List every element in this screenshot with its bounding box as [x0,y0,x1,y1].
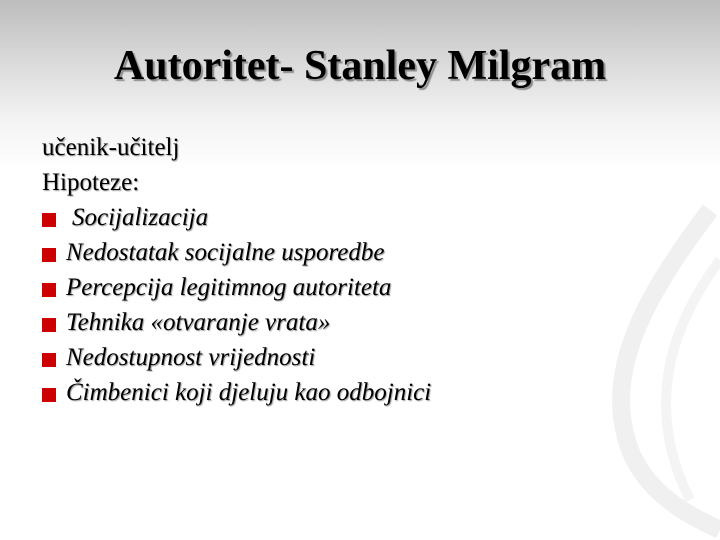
bullet-item [42,235,682,270]
bullet-text: Nedostatak socijalne usporedbe [66,239,385,266]
square-bullet-icon [42,318,56,332]
bullet-item [42,375,682,410]
line-hipoteze: Hipoteze: [42,169,140,196]
bullet-item [42,200,682,235]
bullet-text: Socijalizacija [72,204,209,231]
square-bullet-icon [42,283,56,297]
square-bullet-icon [42,353,56,367]
bullet-text: Tehnika «otvaranje vrata» [66,309,331,336]
bullet-item [42,340,682,375]
bullet-text: Percepcija legitimnog autoriteta [66,274,392,301]
slide-title: Autoritet- Stanley Milgram [113,43,607,89]
square-bullet-icon [42,213,56,227]
slide-content [42,130,682,410]
bullet-text: Čimbenici koji djeluju kao odbojnici [66,379,432,406]
bullet-text: Nedostupnost vrijednosti [66,344,316,371]
bullet-item [42,270,682,305]
square-bullet-icon [42,248,56,262]
square-bullet-icon [42,388,56,402]
line-ucenik-ucitelj: učenik-učitelj [42,134,180,161]
bullet-item [42,305,682,340]
